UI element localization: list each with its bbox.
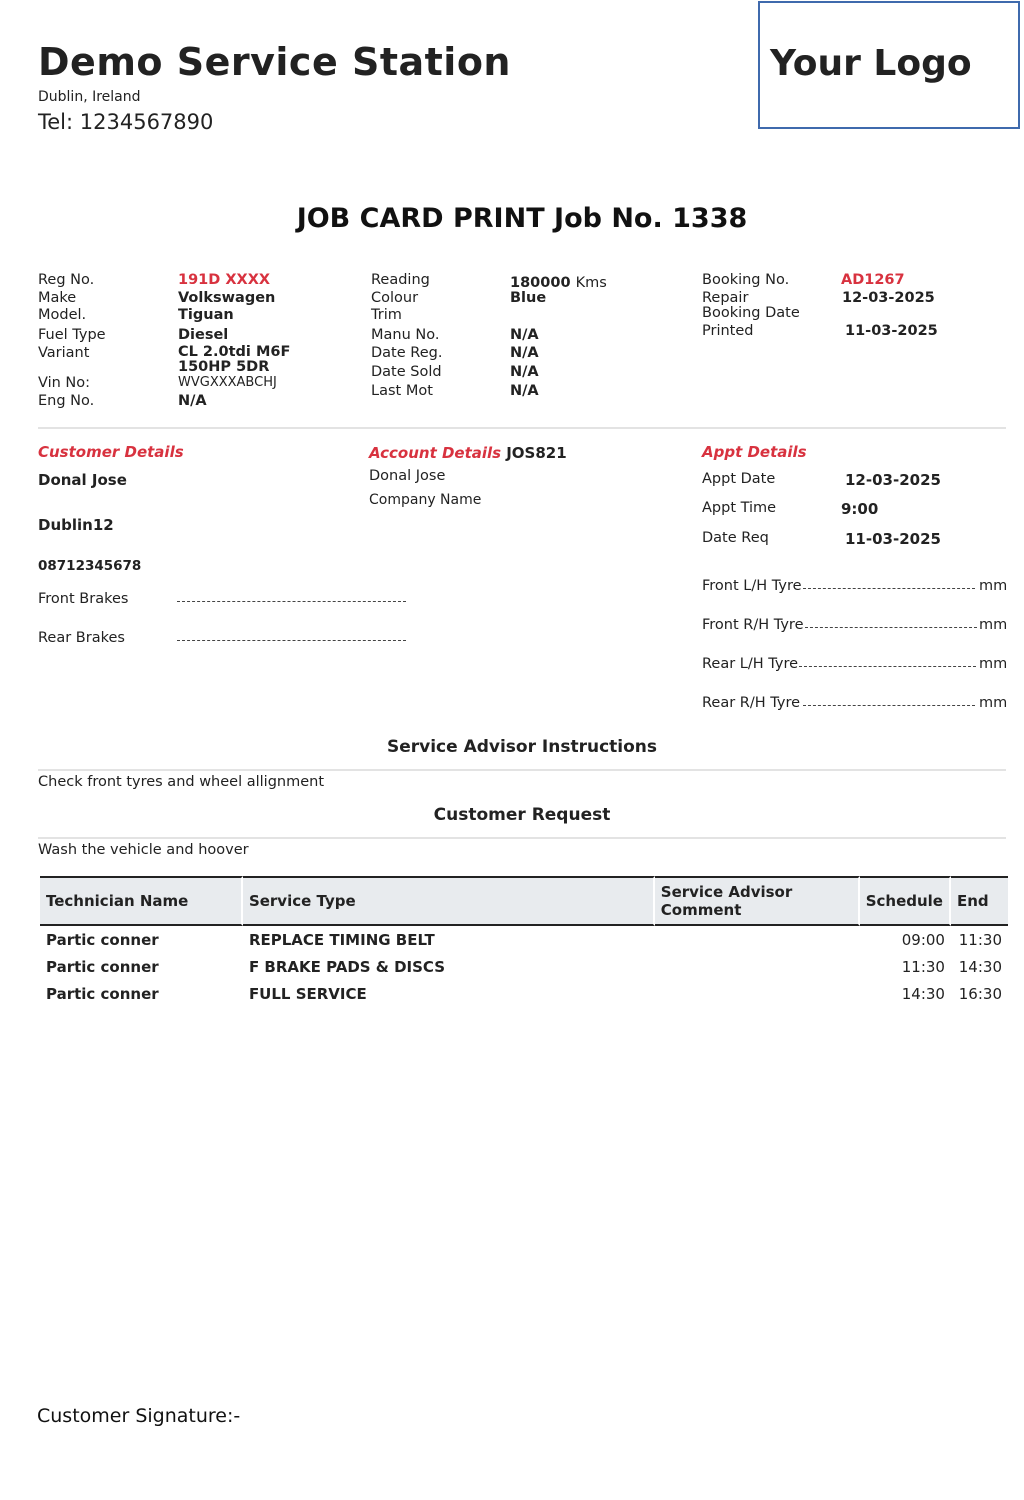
company-tel: Tel: 1234567890	[38, 110, 214, 134]
colour-value: Blue	[510, 290, 547, 306]
account-details-heading: Account Details	[369, 444, 502, 462]
front-rh-tyre-label: Front R/H Tyre	[702, 617, 804, 633]
appt-time-label: Appt Time	[702, 500, 777, 516]
variant-label: Variant	[38, 345, 90, 361]
appt-details-heading: Appt Details	[702, 443, 807, 461]
manu-no-label: Manu No.	[371, 327, 440, 343]
account-name: Donal Jose	[369, 468, 446, 484]
front-rh-tyre-unit: mm	[979, 617, 1008, 633]
reg-no-value: 191D XXXX	[178, 272, 271, 288]
comment-cell	[655, 926, 860, 953]
col-service-advisor-comment: Service Advisor Comment	[655, 876, 860, 926]
rear-rh-tyre-label: Rear R/H Tyre	[702, 695, 801, 711]
rear-rh-tyre-line	[803, 705, 975, 706]
divider-3	[38, 837, 1006, 839]
logo-text: Your Logo	[770, 43, 972, 84]
col-service-type: Service Type	[243, 876, 655, 926]
appt-date-value: 12-03-2025	[845, 471, 941, 489]
front-lh-tyre-label: Front L/H Tyre	[702, 578, 802, 594]
manu-no-value: N/A	[510, 327, 539, 343]
front-brakes-label: Front Brakes	[38, 591, 129, 607]
make-label: Make	[38, 290, 77, 306]
printed-label: Printed	[702, 323, 754, 339]
service-cell: F BRAKE PADS & DISCS	[248, 957, 446, 976]
rear-lh-tyre-line	[799, 666, 976, 667]
instructions-heading: Service Advisor Instructions	[386, 737, 658, 757]
jobs-header-row	[40, 876, 1008, 926]
schedule-cell: 09:00	[901, 930, 945, 949]
date-reg-label: Date Reg.	[371, 345, 443, 361]
last-mot-value: N/A	[510, 383, 539, 399]
jobs-table	[40, 876, 1008, 1007]
customer-signature-label: Customer Signature:-	[37, 1405, 241, 1427]
schedule-cell: 11:30	[901, 957, 945, 976]
account-company: Company Name	[369, 492, 482, 508]
col-schedule: Schedule	[860, 876, 951, 926]
service-cell: REPLACE TIMING BELT	[248, 930, 435, 949]
customer-request-heading: Customer Request	[433, 805, 611, 825]
front-brakes-line	[177, 601, 406, 602]
schedule-cell: 14:30	[901, 984, 945, 1003]
rear-brakes-line	[177, 640, 406, 641]
table-row	[40, 953, 1008, 980]
fuel-type-label: Fuel Type	[38, 327, 106, 343]
service-cell: FULL SERVICE	[248, 984, 367, 1003]
date-sold-value: N/A	[510, 364, 539, 380]
reg-no-label: Reg No.	[38, 272, 95, 288]
date-reg-value: N/A	[510, 345, 539, 361]
reading-unit: Kms	[575, 275, 607, 291]
divider-1	[38, 427, 1006, 429]
rear-lh-tyre-label: Rear L/H Tyre	[702, 656, 799, 672]
fuel-type-value: Diesel	[178, 327, 229, 343]
col-technician-name: Technician Name	[40, 876, 243, 926]
eng-no-label: Eng No.	[38, 393, 95, 409]
table-row	[40, 926, 1008, 953]
front-rh-tyre-line	[805, 627, 977, 628]
col-end: End	[951, 876, 1008, 926]
reading-label: Reading	[371, 272, 430, 288]
date-req-label: Date Req	[702, 530, 769, 546]
customer-request-text: Wash the vehicle and hoover	[38, 842, 249, 858]
appt-time-value: 9:00	[841, 500, 879, 518]
customer-details-heading: Customer Details	[38, 443, 184, 461]
technician-cell: Partic conner	[46, 984, 159, 1003]
instructions-text: Check front tyres and wheel allignment	[38, 774, 325, 790]
customer-phone: 08712345678	[38, 558, 142, 574]
technician-cell: Partic conner	[46, 930, 159, 949]
reading-value-group	[510, 272, 607, 291]
printed-value: 11-03-2025	[845, 323, 938, 339]
account-details-header	[369, 443, 567, 462]
reading-value: 180000	[510, 275, 571, 291]
table-row	[40, 980, 1008, 1007]
rear-brakes-label: Rear Brakes	[38, 630, 125, 646]
technician-cell: Partic conner	[46, 957, 159, 976]
account-code: JOS821	[506, 444, 567, 462]
front-lh-tyre-unit: mm	[979, 578, 1008, 594]
comment-cell	[655, 980, 860, 1007]
booking-date-label: Booking Date	[702, 305, 800, 321]
end-cell: 14:30	[958, 957, 1002, 976]
customer-name: Donal Jose	[38, 471, 127, 489]
variant-value: CL 2.0tdi M6F 150HP 5DR	[178, 344, 291, 375]
comment-cell	[655, 953, 860, 980]
make-value: Volkswagen	[178, 290, 276, 306]
company-address: Dublin, Ireland	[38, 89, 141, 105]
colour-label: Colour	[371, 290, 419, 306]
customer-address: Dublin12	[38, 516, 114, 534]
repair-value: 12-03-2025	[842, 290, 935, 306]
rear-lh-tyre-unit: mm	[979, 656, 1008, 672]
last-mot-label: Last Mot	[371, 383, 433, 399]
page-title: JOB CARD PRINT Job No. 1338	[296, 203, 748, 234]
booking-no-value: AD1267	[841, 272, 905, 288]
company-name: Demo Service Station	[38, 40, 511, 84]
vin-value: WVGXXXABCHJ	[178, 375, 277, 390]
booking-no-label: Booking No.	[702, 272, 790, 288]
date-req-value: 11-03-2025	[845, 530, 941, 548]
eng-no-value: N/A	[178, 393, 207, 409]
model-value: Tiguan	[178, 307, 234, 323]
appt-date-label: Appt Date	[702, 471, 776, 487]
divider-2	[38, 769, 1006, 771]
trim-label: Trim	[371, 307, 402, 323]
end-cell: 11:30	[958, 930, 1002, 949]
end-cell: 16:30	[958, 984, 1002, 1003]
vin-label: Vin No:	[38, 375, 91, 391]
rear-rh-tyre-unit: mm	[979, 695, 1008, 711]
model-label: Model.	[38, 307, 87, 323]
date-sold-label: Date Sold	[371, 364, 442, 380]
logo-box	[758, 1, 1020, 129]
repair-label: Repair	[702, 290, 749, 306]
front-lh-tyre-line	[803, 588, 975, 589]
